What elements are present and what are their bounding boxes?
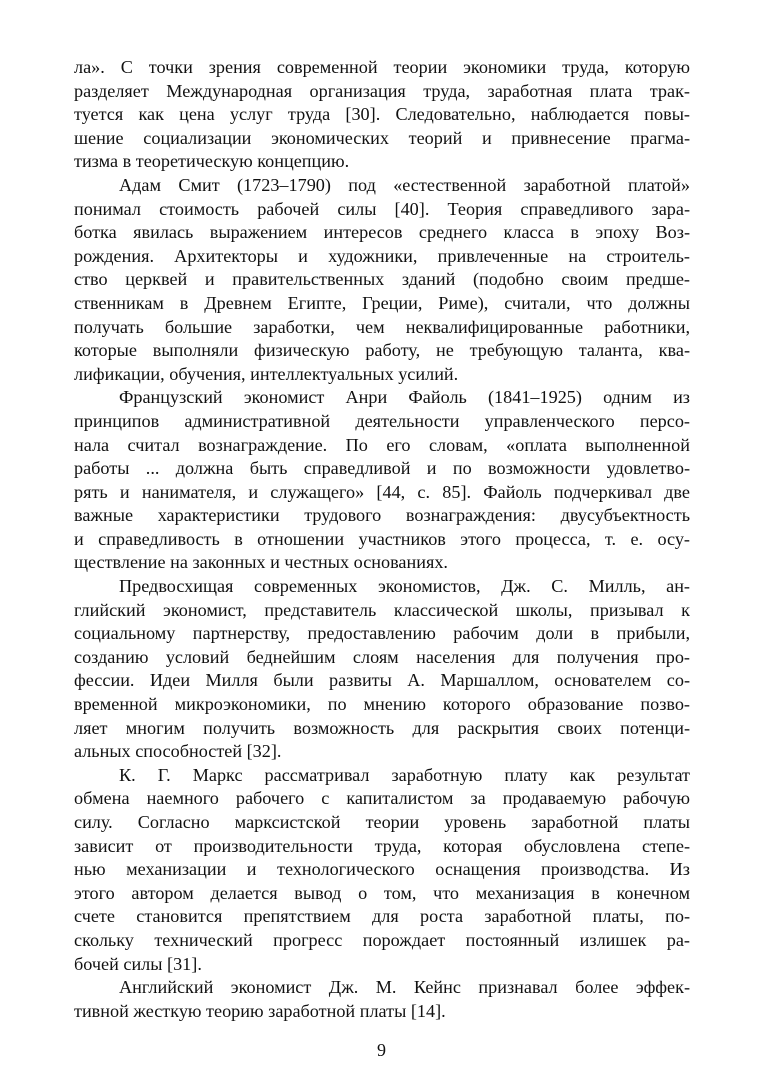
text-line: бочей силы [31].: [74, 953, 202, 974]
text-line: ственникам в Древнем Египте, Греции, Риме), считали, что должны: [74, 292, 690, 313]
text-line: ляет многим получить возможность для раскрытия своих потенци-: [74, 717, 690, 738]
text-line: получать большие заработки, чем неквалифицированные работники,: [74, 316, 690, 337]
paragraph: [74, 976, 690, 1023]
text-line: зависит от производительности труда, которая обусловлена степе-: [74, 835, 690, 856]
text-line: обмена наемного рабочего с капиталистом за продаваемую рабочую: [74, 788, 690, 809]
text-line: Французский экономист Анри Файоль (1841–1925) одним из: [119, 387, 690, 408]
text-line: скольку технический прогресс порождает постоянный излишек ра-: [74, 929, 690, 950]
text-line: ство церквей и правительственных зданий (подобно своим предше-: [74, 269, 690, 290]
text-line: лификации, обучения, интеллектуальных усилий.: [74, 363, 459, 384]
text-line: понимал стоимость рабочей силы [40]. Теория справедливого зара-: [74, 198, 690, 219]
text-line: тизма в теоретическую концепцию.: [74, 151, 350, 172]
text-line: счете становится препятствием для роста заработной платы, по-: [74, 906, 690, 927]
text-line: разделяет Международная организация труда, заработная плата трак-: [74, 80, 690, 101]
text-line: ла». С точки зрения современной теории экономики труда, которую: [74, 57, 690, 77]
text-line: ществление на законных и честных основаниях.: [74, 552, 448, 573]
text-line: которые выполняли физическую работу, не требующую таланта, ква-: [74, 340, 690, 361]
text-line: альных способностей [32].: [74, 741, 282, 762]
paragraph: [74, 174, 690, 386]
text-line: фессии. Идеи Милля были развиты А. Маршаллом, основателем со-: [74, 670, 690, 691]
text-line: нала считал вознаграждение. По его словам, «оплата выполненной: [74, 434, 690, 455]
text-line: и справедливость в отношении участников этого процесса, т. е. осу-: [74, 528, 690, 549]
text-line: шение социализации экономических теорий и привнесение прагма-: [74, 127, 690, 148]
text-line: этого автором делается вывод о том, что механизация в конечном: [74, 882, 690, 903]
text-line: ботка явилась выражением интересов среднего класса в эпоху Воз-: [74, 222, 690, 243]
text-line: рождения. Архитекторы и художники, привлеченные на строитель-: [74, 245, 690, 266]
text-line: рять и нанимателя, и служащего» [44, с. 85]. Файоль подчеркивал две: [74, 481, 690, 502]
text-line: силу. Согласно марксистской теории уровень заработной платы: [74, 812, 690, 832]
text-line: созданию условий беднейшим слоям населения для получения про-: [74, 646, 690, 667]
page-number: 9: [377, 1040, 386, 1060]
text-line: туется как цена услуг труда [30]. Следовательно, наблюдается повы-: [74, 104, 690, 125]
text-line: тивной жесткую теорию заработной платы [14].: [74, 1000, 446, 1021]
text-line: глийский экономист, представитель классической школы, призывал к: [74, 599, 690, 620]
text-line: нью механизации и технологического оснащения производства. Из: [74, 859, 690, 880]
text-line: К. Г. Маркс рассматривал заработную плату как результат: [119, 764, 690, 785]
paragraph: [74, 56, 690, 174]
paragraph: [74, 764, 690, 976]
text-line: Предвосхищая современных экономистов, Дж. С. Милль, ан-: [119, 576, 690, 597]
text-line: принципов административной деятельности управленческого персо-: [74, 410, 690, 431]
text-line: важные характеристики трудового вознаграждения: двусубъектность: [74, 505, 690, 526]
text-line: Адам Смит (1723–1790) под «естественной заработной платой»: [119, 174, 690, 195]
paragraph: [74, 575, 690, 764]
text-line: работы ... должна быть справедливой и по возможности удовлетво-: [74, 458, 690, 479]
page-body: [74, 56, 690, 1023]
paragraph: [74, 386, 690, 575]
text-line: социальному партнерству, предоставлению рабочим доли в прибыли,: [74, 623, 690, 644]
text-line: временной микроэкономики, по мнению которого образование позво-: [74, 694, 690, 715]
text-line: Английский экономист Дж. М. Кейнс признавал более эффек-: [119, 977, 690, 998]
